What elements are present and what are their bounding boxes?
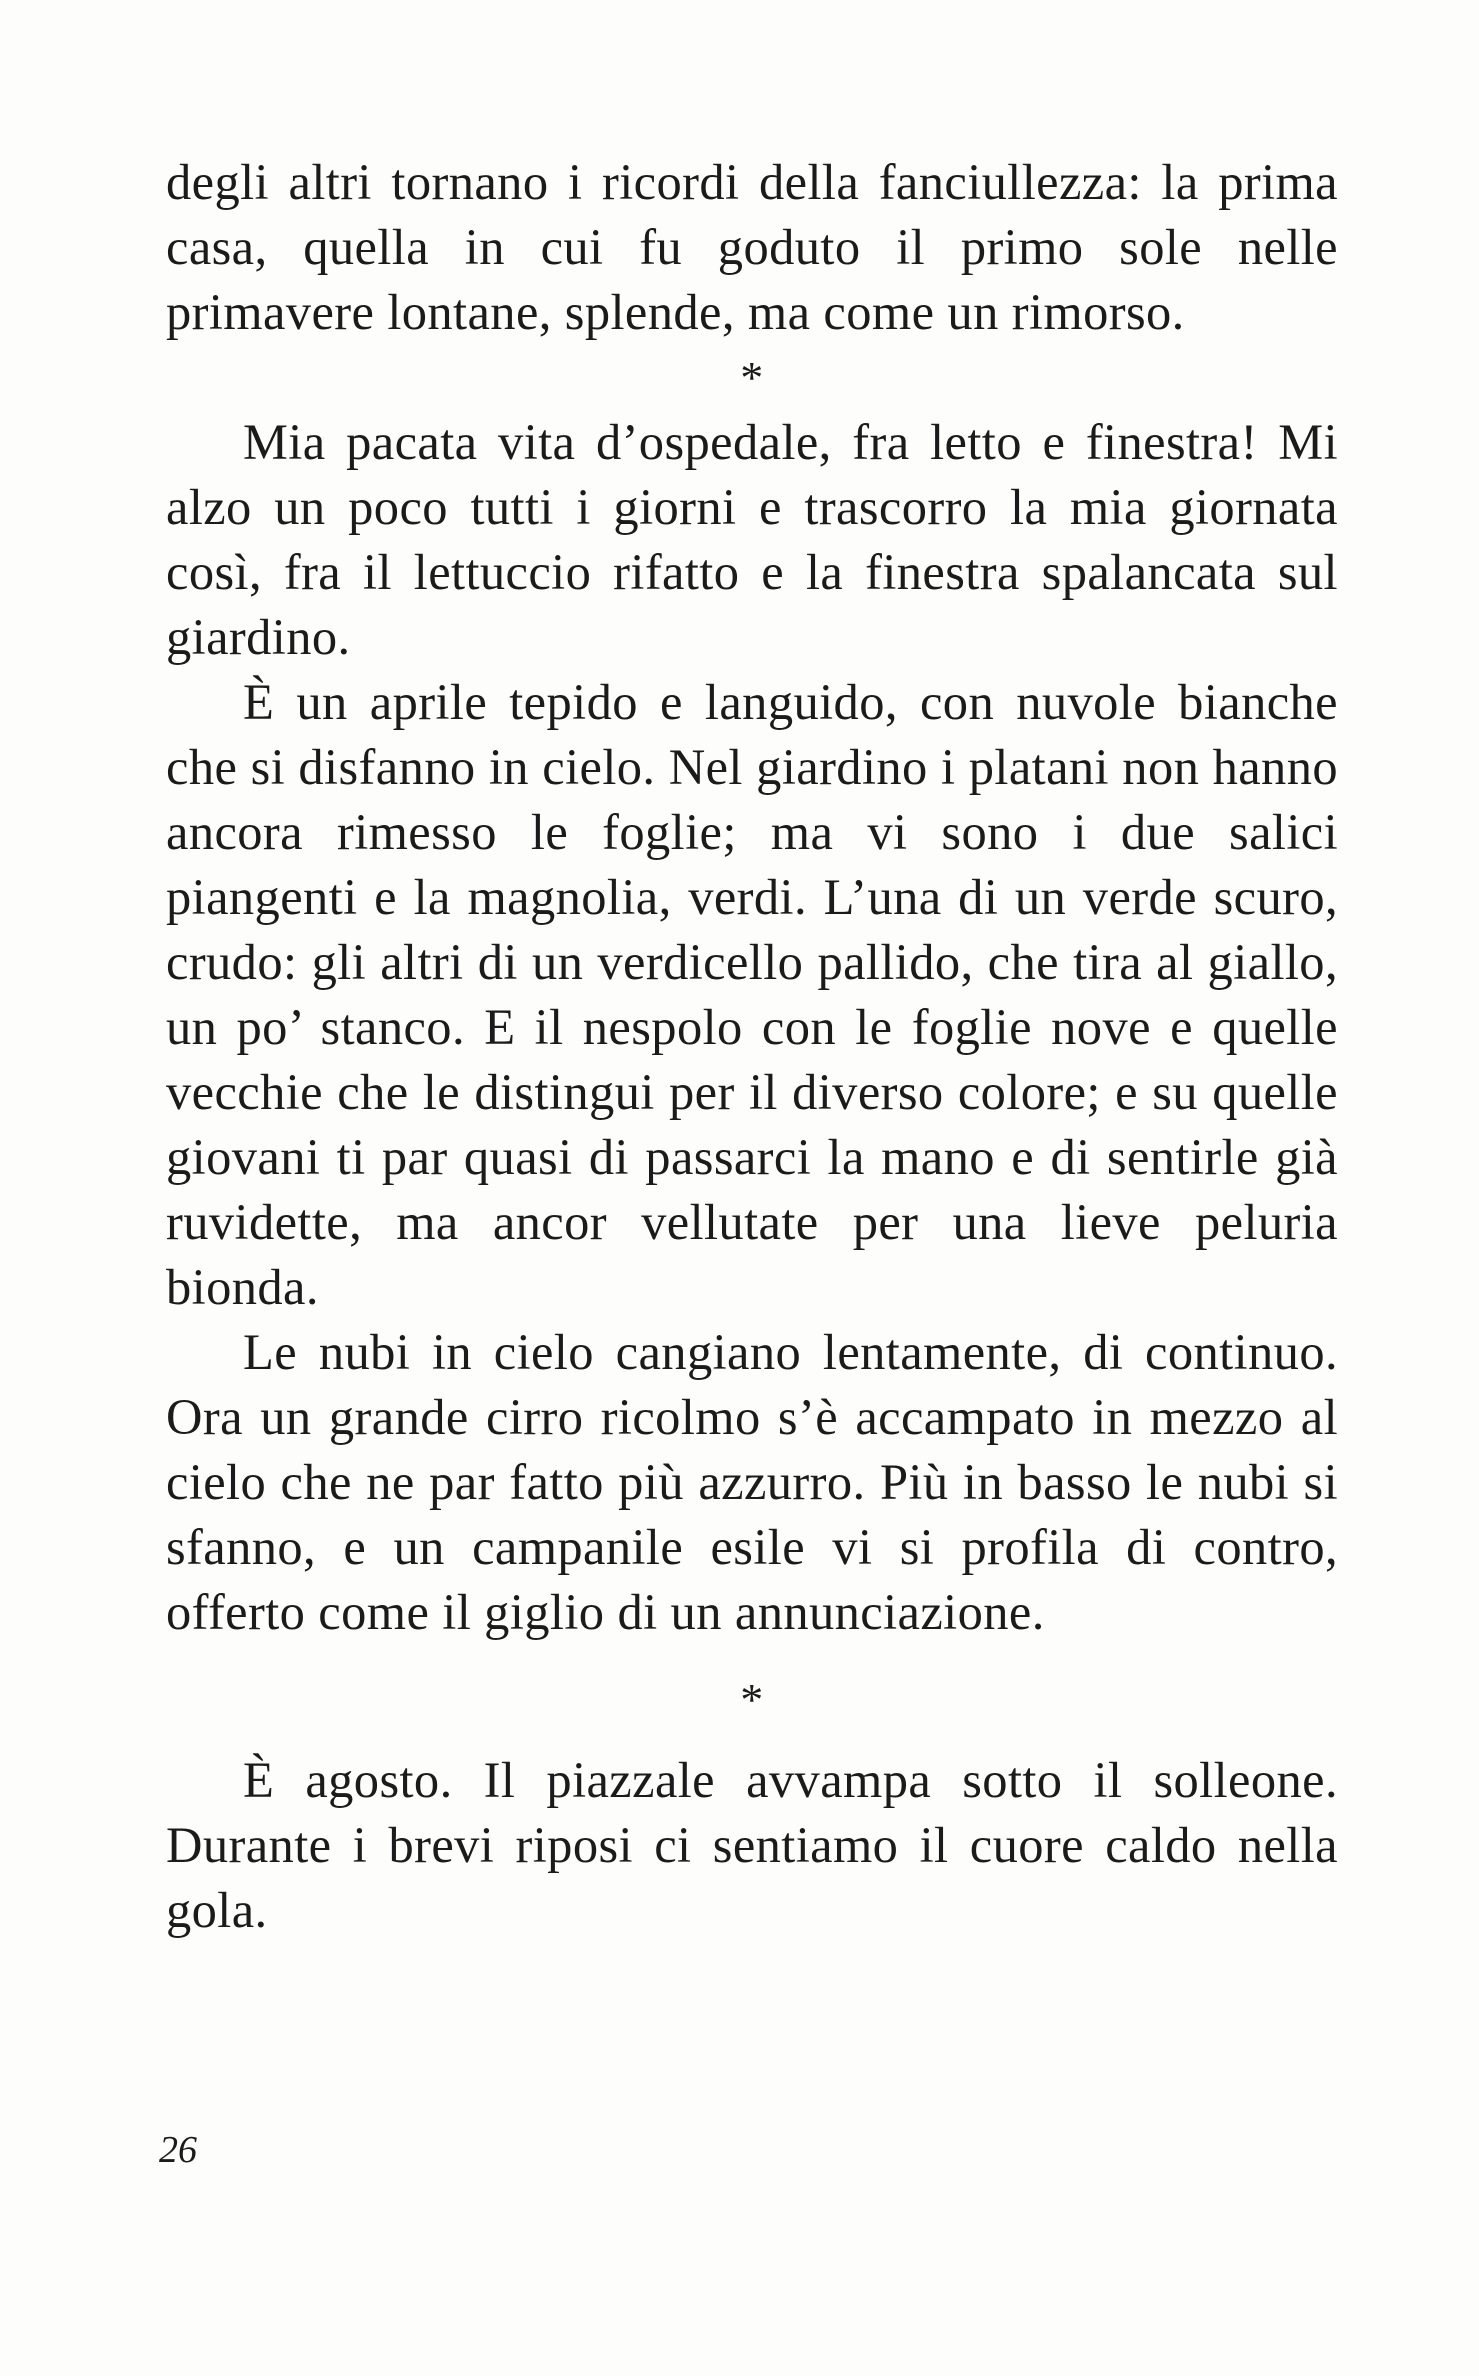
body-text (166, 150, 1338, 1943)
section-separator-1: * (740, 352, 764, 403)
section-separator-2: * (740, 1674, 764, 1725)
paragraph-3: È un aprile tepido e languido, con nuvole bianche che si disfanno in cielo. Nel giardino i platani non hanno ancora rimesso le foglie; ma vi sono i due salici piangenti e la magnolia, verdi. L’una di un verde scuro, crudo: gli altri di un verdicello pallido, che tira al giallo, un po’ stanco. E il nespolo con le foglie nove e quelle vecchie che le distingui per il diverso colore; e su quelle giovani ti par quasi di passarci la mano e di sentirle già ruvidette, ma ancor vellutate per una lieve peluria bionda. (166, 674, 1338, 1315)
paragraph-1: degli altri tornano i ricordi della fanciullezza: la prima casa, quella in cui fu goduto il primo sole nelle primavere lontane, splende, ma come un rimorso. (166, 154, 1338, 340)
page-number: 26 (159, 2129, 197, 2171)
paragraph-4: Le nubi in cielo cangiano lentamente, di continuo. Ora un grande cirro ricolmo s’è accampato in mezzo al cielo che ne par fatto più azzurro. Più in basso le nubi si sfanno, e un campanile esile vi si profila di contro, offerto come il giglio di un annunciazione. (166, 1324, 1338, 1640)
paragraph-5: È agosto. Il piazzale avvampa sotto il solleone. Durante i brevi riposi ci sentiamo il cuore caldo nella gola. (166, 1752, 1338, 1938)
paragraph-2: Mia pacata vita d’ospedale, fra letto e finestra! Mi alzo un poco tutti i giorni e trascorro la mia giornata così, fra il lettuccio rifatto e la finestra spalancata sul giardino. (166, 414, 1338, 665)
